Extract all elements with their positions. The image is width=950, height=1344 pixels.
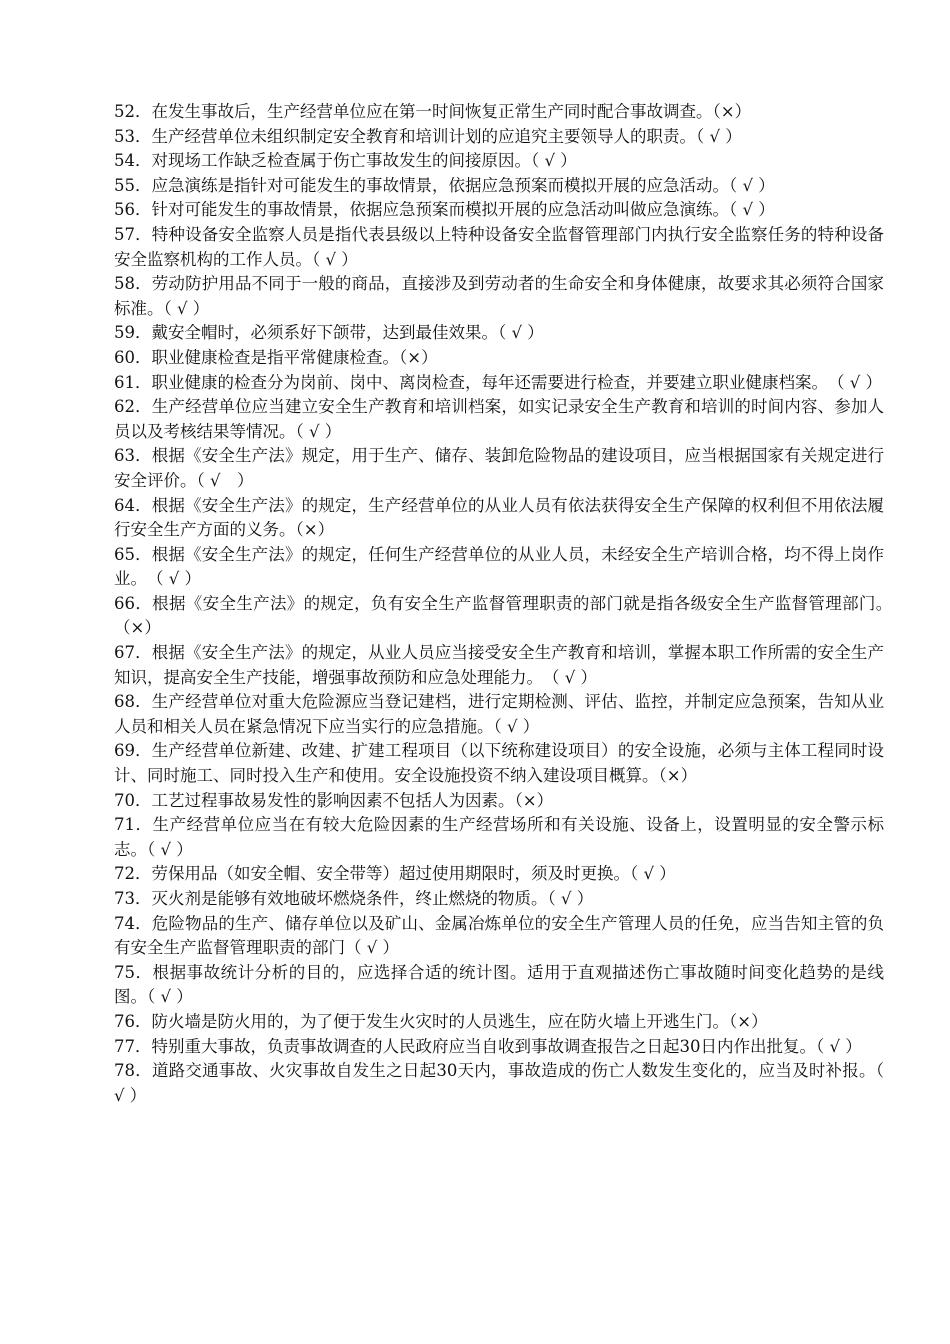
question-item: 60．职业健康检查是指平常健康检查。（×） xyxy=(114,347,438,367)
question-item: 67．根据《安全生产法》的规定，从业人员应当接受安全生产教育和培训，掌握本职工作所需的安全生产知识，提高安全生产技能，增强事故预防和应急处理能力。 （ √ ） xyxy=(114,643,884,687)
question-item: 76．防火墙是防火用的，为了便于发生火灾时的人员逃生，应在防火墙上开逃生门。（×） xyxy=(114,1011,768,1031)
document-body xyxy=(114,100,901,1108)
question-item: 65．根据《安全生产法》的规定，任何生产经营单位的从业人员，未经安全生产培训合格，均不得上岗作业。 （ √ ） xyxy=(114,544,884,589)
question-item: 56．针对可能发生的事故情景，依据应急预案而模拟开展的应急活动叫做应急演练。（ √ ） xyxy=(114,200,775,220)
question-item: 75．根据事故统计分析的目的，应选择合适的统计图。适用于直观描述伤亡事故随时间变化趋势的是线图。（ √ ） xyxy=(114,962,884,1007)
question-item: 55．应急演练是指针对可能发生的事故情景，依据应急预案而模拟开展的应急活动。（ √ ） xyxy=(114,175,775,195)
question-item: 69．生产经营单位新建、改建、扩建工程项目（以下统称建设项目）的安全设施，必须与主体工程同时设计、同时施工、同时投入生产和使用。安全设施投资不纳入建设项目概算。（×） xyxy=(114,741,884,786)
question-item: 70．工艺过程事故易发性的影响因素不包括人为因素。（×） xyxy=(114,790,554,810)
question-item: 61．职业健康的检查分为岗前、岗中、离岗检查，每年还需要进行检查，并要建立职业健康档案。 （ √ ） xyxy=(114,372,882,392)
question-item: 77．特别重大事故，负责事故调查的人民政府应当自收到事故调查报告之日起30日内作出批复。（ √ ） xyxy=(114,1036,862,1056)
question-item: 64．根据《安全生产法》的规定，生产经营单位的从业人员有依法获得安全生产保障的权利但不用依法履行安全生产方面的义务。（×） xyxy=(114,495,884,540)
question-item: 71．生产经营单位应当在有较大危险因素的生产经营场所和有关设施、设备上，设置明显的安全警示标志。（ √ ） xyxy=(114,815,884,859)
question-item: 72．劳保用品（如安全帽、安全带等）超过使用期限时，须及时更换。（ √ ） xyxy=(114,864,676,884)
question-item: 73．灭火剂是能够有效地破坏燃烧条件，终止燃烧的物质。（ √ ） xyxy=(114,889,594,908)
question-item: 53．生产经营单位未组织制定安全教育和培训计划的应追究主要领导人的职责。（ √ ） xyxy=(114,126,742,146)
question-item: 78．道路交通事故、火灾事故自发生之日起30天内，事故造成的伤亡人数发生变化的，应当及时补报。（ √ ） xyxy=(114,1061,884,1105)
question-item: 57．特种设备安全监察人员是指代表县级以上特种设备安全监督管理部门内执行安全监察任务的特种设备安全监察机构的工作人员。（ √ ） xyxy=(114,224,884,269)
question-item: 58．劳动防护用品不同于一般的商品，直接涉及到劳动者的生命安全和身体健康，故要求其必须符合国家标准。（ √ ） xyxy=(114,274,884,318)
question-item: 68．生产经营单位对重大危险源应当登记建档，进行定期检测、评估、监控，并制定应急预案，告知从业人员和相关人员在紧急情况下应当实行的应急措施。（ √ ） xyxy=(114,692,884,736)
question-item: 74．危险物品的生产、储存单位以及矿山、金属冶炼单位的安全生产管理人员的任免，应当告知主管的负有安全生产监督管理职责的部门（ √ ） xyxy=(114,913,884,958)
question-item: 52．在发生事故后，生产经营单位应在第一时间恢复正常生产同时配合事故调查。（×） xyxy=(114,102,752,121)
question-item: 62．生产经营单位应当建立安全生产教育和培训档案，如实记录安全生产教育和培训的时间内容、参加人员以及考核结果等情况。（ √ ） xyxy=(114,397,884,441)
question-item: 63．根据《安全生产法》规定，用于生产、储存、装卸危险物品的建设项目，应当根据国家有关规定进行安全评价。（ √ ） xyxy=(114,446,884,490)
question-item: 59．戴安全帽时，必须系好下颌带，达到最佳效果。（ √ ） xyxy=(114,323,544,343)
question-item: 66．根据《安全生产法》的规定，负有安全生产监督管理职责的部门就是指各级安全生产监督管理部门。 （×） xyxy=(114,593,901,638)
question-item: 54．对现场工作缺乏检查属于伤亡事故发生的间接原因。（ √ ） xyxy=(114,151,577,171)
